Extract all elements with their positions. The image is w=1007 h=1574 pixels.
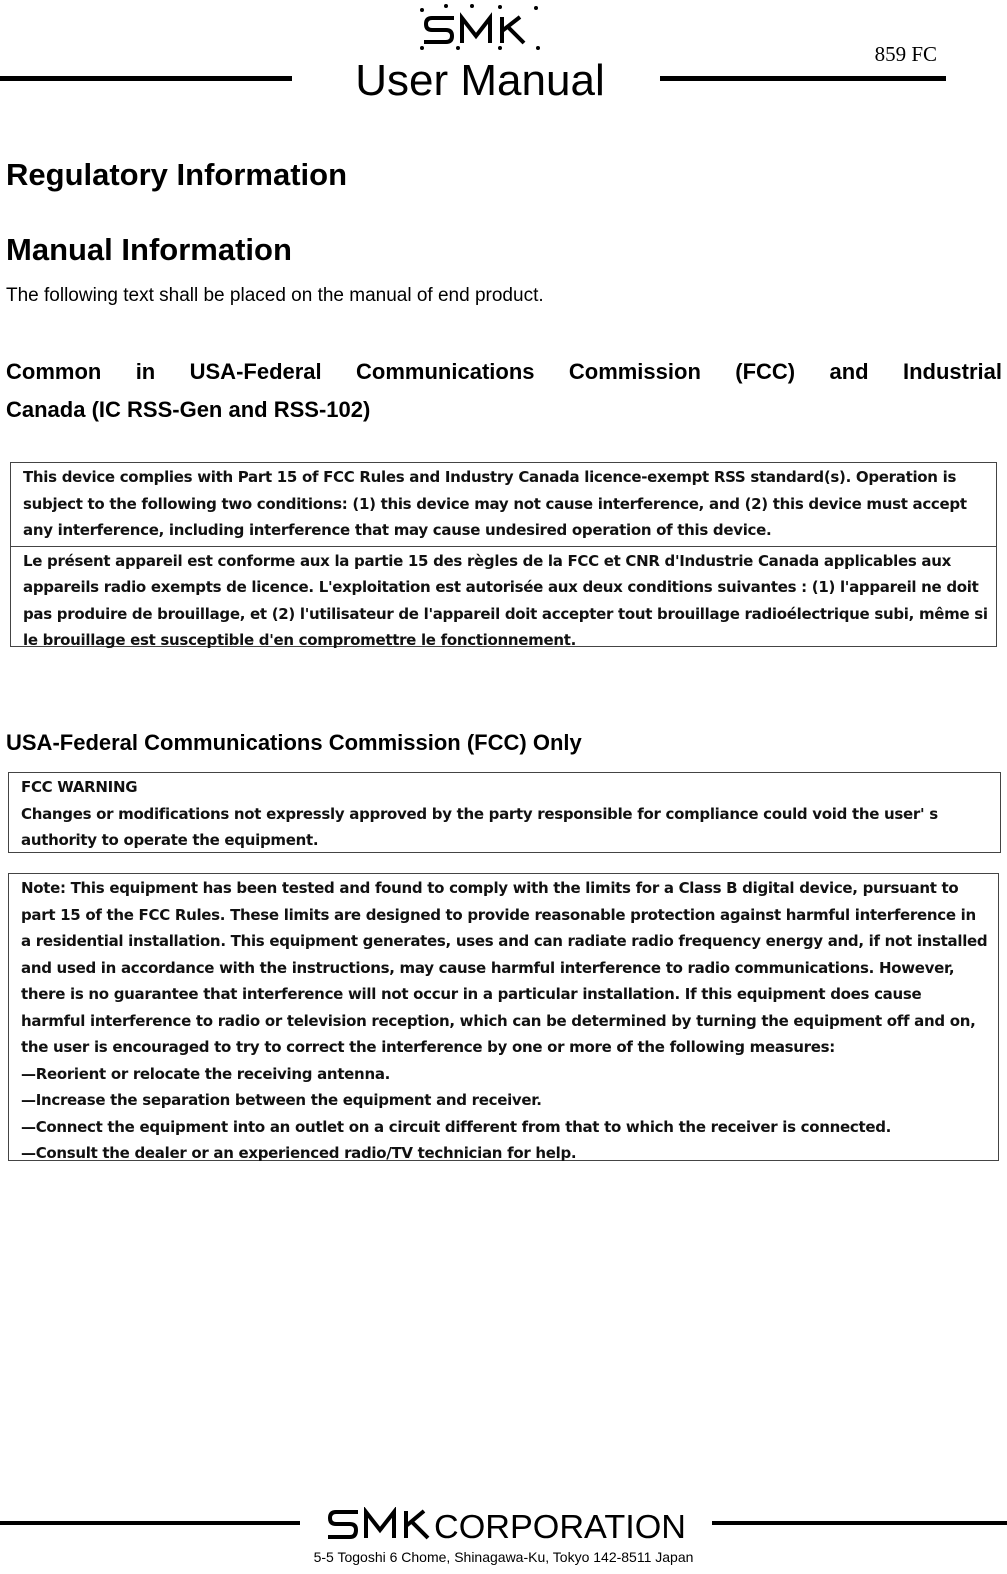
warning-line: authority to operate the equipment.	[21, 831, 319, 849]
note-line: and used in accordance with the instructions, may cause harmful interference to radio communications. However,	[21, 958, 955, 977]
note-line: harmful interference to radio or television reception, which can be determined by turning the equipment off and on,	[21, 1011, 976, 1030]
note-line: the user is encouraged to try to correct the interference by one or more of the following measures:	[21, 1038, 835, 1056]
fcc-ic-statement-box	[10, 462, 997, 647]
warning-line: FCC WARNING	[21, 778, 138, 796]
note-line: —Consult the dealer or an experienced radio/TV technician for help.	[21, 1144, 577, 1162]
english-line: This device complies with Part 15 of FCC Rules and Industry Canada licence-exempt RSS standard(s). Operation is	[23, 468, 957, 486]
fcc-note-text	[9, 874, 998, 1169]
smk-corporation-logo	[326, 1507, 688, 1543]
fcc-warning-text	[9, 773, 1000, 856]
note-line: part 15 of the FCC Rules. These limits are designed to provide reasonable protection against harmful interference in	[21, 905, 976, 924]
english-line: subject to the following two conditions: (1) this device may not cause interference, and (2) this device must accept	[23, 494, 967, 513]
document-code: 859 FC	[874, 42, 937, 66]
smk-logo	[416, 2, 542, 54]
note-line: —Reorient or relocate the receiving antenna.	[21, 1064, 391, 1083]
common-heading-line1: Common in USA-Federal Communications Commission (FCC) and Industrial	[6, 359, 1002, 384]
french-line: Le présent appareil est conforme aux la partie 15 des règles de la FCC et CNR d'Industrie Canada applicables aux	[23, 551, 951, 570]
french-line: le brouillage est susceptible d'en compromettre le fonctionnement.	[23, 631, 576, 649]
french-line: pas produire de brouillage, et (2) l'utilisateur de l'appareil doit accepter tout brouillage radioélectrique subi, même si	[23, 604, 988, 623]
manual-heading: Manual Information	[6, 232, 292, 267]
note-line: —Increase the separation between the equipment and receiver.	[21, 1091, 542, 1109]
note-line: there is no guarantee that interference will not occur in a particular installation. If this equipment does cause	[21, 985, 922, 1003]
footer-rule-left	[0, 1521, 300, 1525]
intro-text: The following text shall be placed on the manual of end product.	[6, 285, 544, 306]
note-line: —Connect the equipment into an outlet on a circuit different from that to which the receiver is connected.	[21, 1117, 892, 1136]
fcc-only-heading: USA-Federal Communications Commission (FCC) Only	[6, 730, 582, 755]
note-line: Note: This equipment has been tested and found to comply with the limits for a Class B digital device, pursuant to	[21, 879, 959, 897]
common-heading-line2: Canada (IC RSS-Gen and RSS-102)	[6, 397, 371, 422]
english-line: any interference, including interference that may cause undesired operation of this device.	[23, 521, 772, 539]
page-title: User Manual	[355, 56, 605, 105]
svg-text:CORPORATION: CORPORATION	[434, 1508, 686, 1543]
fcc-warning-box	[8, 772, 1001, 853]
company-address: 5-5 Togoshi 6 Chome, Shinagawa-Ku, Tokyo 142-8511 Japan	[313, 1549, 694, 1565]
warning-line: Changes or modifications not expressly approved by the party responsible for compliance could void the user' s	[21, 804, 938, 823]
fcc-note-box	[8, 873, 999, 1161]
french-line: appareils radio exempts de licence. L'exploitation est autorisée aux deux conditions suivantes : (1) l'appareil ne doit	[23, 578, 979, 596]
footer-rule-right	[712, 1521, 1007, 1525]
regulatory-heading: Regulatory Information	[6, 157, 348, 192]
english-statement	[11, 463, 996, 546]
common-section-heading	[6, 353, 1002, 429]
note-line: a residential installation. This equipment generates, uses and can radiate radio frequency energy and, if not installed	[21, 932, 988, 950]
french-statement	[11, 546, 996, 656]
